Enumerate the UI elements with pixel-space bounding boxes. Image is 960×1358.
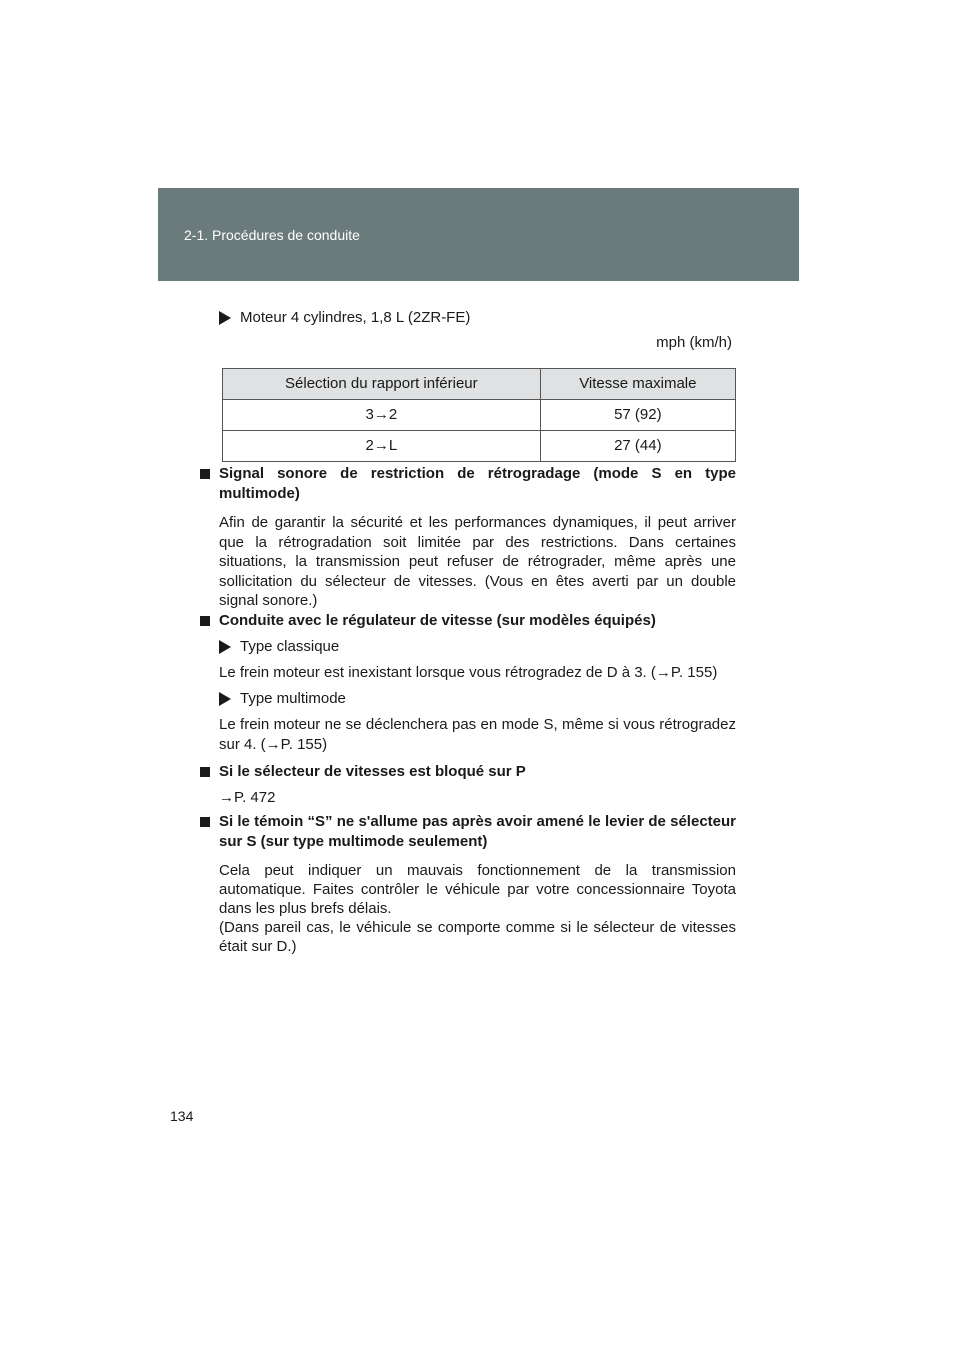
square-bullet-icon	[200, 817, 210, 827]
page-number: 134	[170, 1108, 194, 1124]
section-selector-locked	[200, 762, 736, 808]
unit-label: mph (km/h)	[656, 334, 732, 351]
section-body: Le frein moteur ne se déclenchera pas en mode S, même si vous rétrogradez sur 4. (→P. 155)	[219, 716, 736, 753]
section-cruise-control	[200, 611, 736, 755]
section-body: Cela peut indiquer un mauvais fonctionnement de la transmission automatique. Faites contrôler le véhicule par votre concessionnaire Toyota dans les plus brefs délais.	[219, 862, 736, 917]
section-s-indicator	[200, 812, 736, 956]
table-cell: 2→L	[223, 431, 541, 462]
square-bullet-icon	[200, 767, 210, 777]
column-header: Vitesse maximale	[540, 369, 735, 400]
downshift-speed-table	[222, 368, 736, 462]
table-row	[223, 431, 736, 462]
triangle-bullet-icon	[219, 311, 231, 325]
table-cell: 27 (44)	[540, 431, 735, 462]
table-cell: 3→2	[223, 400, 541, 431]
page-reference: →P. 472	[219, 789, 276, 806]
square-bullet-icon	[200, 616, 210, 626]
triangle-bullet-icon	[219, 640, 231, 654]
table-row	[223, 400, 736, 431]
section-body: Afin de garantir la sécurité et les performances dynamiques, il peut arriver que la rétrogradation soit limitée par des restrictions. Dans certaines situations, la transmission peut refuser de rétrograder, même après une sollicitation du sélecteur de vitesses. (Vous en êtes averti par un double signal sonore.)	[219, 514, 736, 609]
section-body-note: (Dans pareil cas, le véhicule se comporte comme si le sélecteur de vitesses était sur D.)	[219, 919, 736, 955]
section-downshift-signal	[200, 464, 736, 611]
table-header-row	[223, 369, 736, 400]
engine-heading	[219, 308, 470, 328]
engine-label: Moteur 4 cylindres, 1,8 L (2ZR-FE)	[240, 309, 471, 326]
triangle-bullet-icon	[219, 692, 231, 706]
section-heading: Conduite avec le régulateur de vitesse (sur modèles équipés)	[200, 611, 736, 631]
section-heading: Si le sélecteur de vitesses est bloqué sur P	[200, 762, 736, 782]
subheading-multimode: Type multimode	[219, 689, 736, 709]
square-bullet-icon	[200, 469, 210, 479]
section-header-band	[158, 188, 799, 281]
section-body: Le frein moteur est inexistant lorsque vous rétrogradez de D à 3. (→P. 155)	[219, 664, 718, 681]
section-heading: Signal sonore de restriction de rétrogradage (mode S en type multimode)	[200, 464, 736, 504]
subheading-classic: Type classique	[219, 637, 736, 657]
section-title: 2-1. Procédures de conduite	[184, 227, 360, 243]
section-heading: Si le témoin “S” ne s'allume pas après avoir amené le levier de sélecteur sur S (sur type multimode seulement)	[200, 812, 736, 852]
column-header: Sélection du rapport inférieur	[223, 369, 541, 400]
table-cell: 57 (92)	[540, 400, 735, 431]
